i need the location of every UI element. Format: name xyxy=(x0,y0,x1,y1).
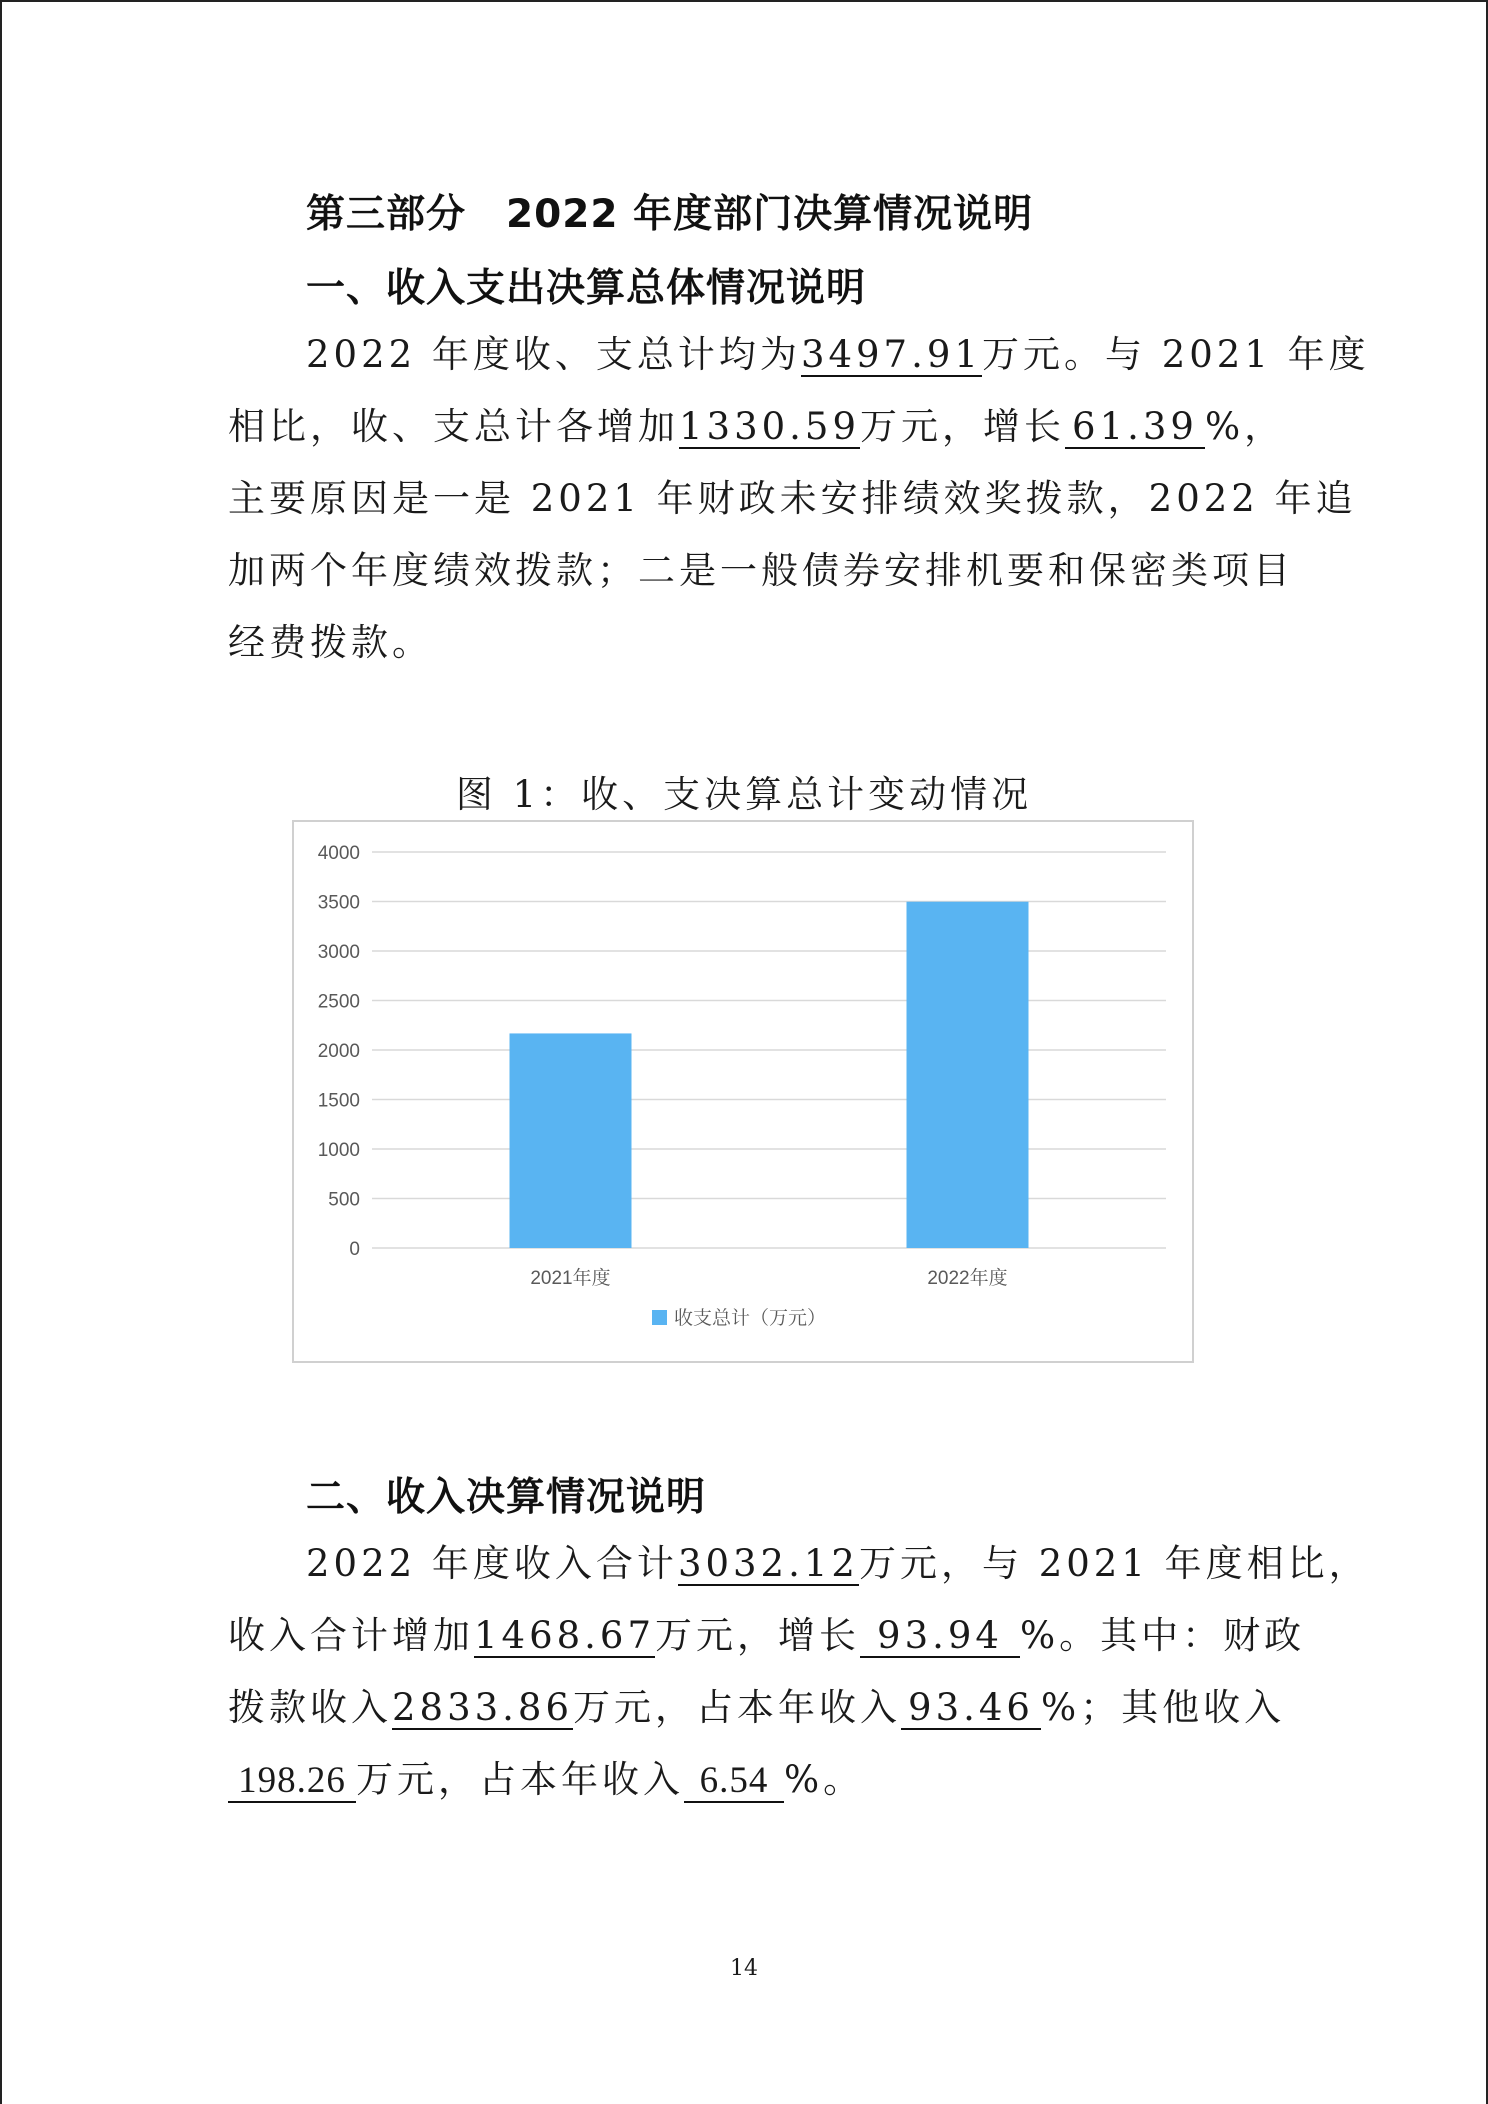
y-tick-label: 2000 xyxy=(317,1041,360,1062)
other-pct-value: 6.54 xyxy=(684,1761,784,1803)
section1-heading: 一、收入支出决算总体情况说明 xyxy=(306,266,867,311)
total-value: 3497.91 xyxy=(800,333,982,376)
section1-line3: 主要原因是一是 2021 年财政未安排绩效奖拨款，2022 年追 xyxy=(228,477,1357,520)
section1-line5: 经费拨款。 xyxy=(228,621,433,664)
growth-value: 61.39 xyxy=(1065,407,1205,449)
y-tick-label: 1500 xyxy=(317,1090,360,1112)
section2-line2 xyxy=(228,1612,1306,1660)
chart-caption: 图 1：收、支决算总计变动情况 xyxy=(455,773,1033,816)
page-border-left xyxy=(0,0,2,2104)
income-total-value: 3032.12 xyxy=(677,1542,859,1585)
income-growth-value: 93.94 xyxy=(860,1616,1020,1658)
text: 2022 年度收入合计 xyxy=(306,1542,678,1585)
section2-line1 xyxy=(306,1540,1370,1588)
page-number: 14 xyxy=(730,1956,758,1981)
text: 万元。与 2021 年度 xyxy=(981,333,1370,376)
section1-line4: 加两个年度绩效拨款；二是一般债券安排机要和保密类项目 xyxy=(228,549,1294,592)
section2-heading: 二、收入决算情况说明 xyxy=(306,1475,707,1520)
part-title: 第三部分 2022 年度部门决算情况说明 xyxy=(306,192,1034,237)
x-tick-label: 2022年度 xyxy=(927,1268,1008,1289)
text: 万元，占本年收入 xyxy=(573,1686,902,1729)
bar-1 xyxy=(510,1033,632,1248)
increase-value: 1330.59 xyxy=(679,405,861,448)
y-tick-label: 3000 xyxy=(317,942,360,963)
x-tick-label: 2021年度 xyxy=(530,1268,611,1289)
section2-line3 xyxy=(228,1684,1286,1732)
text: %。其中：财政 xyxy=(1020,1614,1306,1657)
text: %；其他收入 xyxy=(1041,1686,1286,1729)
section2-line4 xyxy=(228,1756,1268,1804)
text: 万元，增长 xyxy=(655,1614,861,1657)
income-increase-value: 1468.67 xyxy=(474,1614,656,1657)
y-tick-label: 4000 xyxy=(317,843,360,864)
y-tick-label: 0 xyxy=(349,1239,360,1260)
bar-2 xyxy=(907,902,1029,1248)
text: 万元，增长 xyxy=(860,405,1066,448)
y-tick-label: 1000 xyxy=(317,1140,360,1161)
text: 万元，与 2021 年度相比， xyxy=(858,1542,1370,1585)
section1-line1 xyxy=(306,331,1370,379)
text: 万元，占本年收入 xyxy=(356,1758,684,1801)
y-tick-label: 500 xyxy=(328,1189,360,1211)
other-income-value: 198.26 xyxy=(228,1761,356,1803)
section1-line2 xyxy=(228,403,1286,451)
text: %。 xyxy=(784,1758,865,1801)
text: 相比，收、支总计各增加 xyxy=(228,405,679,448)
y-tick-label: 2500 xyxy=(317,991,360,1013)
text: 收入合计增加 xyxy=(228,1614,474,1657)
bar-chart xyxy=(292,820,1194,1363)
fiscal-pct-value: 93.46 xyxy=(901,1688,1041,1730)
page-border-top xyxy=(0,0,1488,2)
legend-swatch xyxy=(652,1310,667,1325)
chart-svg xyxy=(294,822,1192,1361)
legend-label: 收支总计（万元） xyxy=(674,1307,827,1329)
text: 2022 年度收、支总计均为 xyxy=(306,333,801,376)
y-tick-label: 3500 xyxy=(317,892,360,914)
text: 拨款收入 xyxy=(228,1686,392,1729)
text: %， xyxy=(1205,405,1286,448)
fiscal-income-value: 2833.86 xyxy=(392,1686,574,1729)
